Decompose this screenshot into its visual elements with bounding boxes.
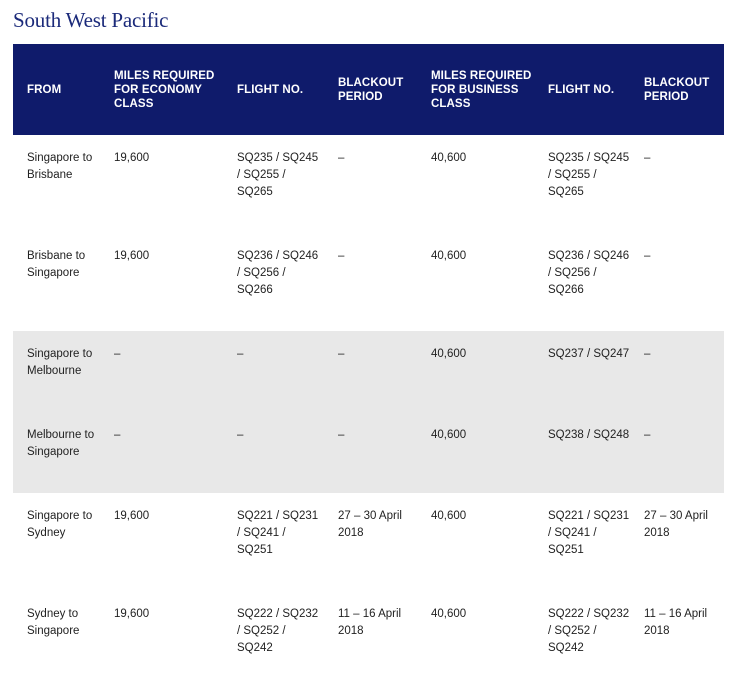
table-row — [13, 135, 724, 233]
cell-economy-blackout: – — [324, 135, 417, 233]
table-row — [13, 412, 724, 493]
cell-economy-flights: SQ221 / SQ231 / SQ241 / SQ251 — [223, 493, 324, 591]
header-economy-miles: MILES REQUIRED FOR ECONOMY CLASS — [100, 44, 223, 135]
header-row — [13, 44, 724, 135]
cell-business-flights: SQ235 / SQ245 / SQ255 / SQ265 — [534, 135, 630, 233]
cell-business-miles: 40,600 — [417, 412, 534, 493]
cell-from: Singapore to Melbourne — [13, 331, 100, 412]
cell-economy-flights: SQ236 / SQ246 / SQ256 / SQ266 — [223, 233, 324, 331]
cell-from: Singapore to Brisbane — [13, 135, 100, 233]
table-row — [13, 233, 724, 331]
cell-business-blackout: – — [630, 233, 724, 331]
header-economy-blackout: BLACKOUT PERIOD — [324, 44, 417, 135]
cell-business-blackout: – — [630, 331, 724, 412]
cell-from: Singapore to Sydney — [13, 493, 100, 591]
cell-from: Melbourne to Singapore — [13, 412, 100, 493]
cell-economy-blackout: – — [324, 233, 417, 331]
cell-economy-blackout: 27 – 30 April 2018 — [324, 493, 417, 591]
section-title: South West Pacific — [13, 8, 169, 32]
cell-business-blackout: 27 – 30 April 2018 — [630, 493, 724, 591]
cell-business-flights: SQ221 / SQ231 / SQ241 / SQ251 — [534, 493, 630, 591]
header-business-flight-no: FLIGHT NO. — [534, 44, 630, 135]
header-business-miles: MILES REQUIRED FOR BUSINESS CLASS — [417, 44, 534, 135]
cell-economy-miles: 19,600 — [100, 591, 223, 689]
cell-business-flights: SQ222 / SQ232 / SQ252 / SQ242 — [534, 591, 630, 689]
cell-economy-flights: – — [223, 331, 324, 412]
cell-economy-miles: – — [100, 412, 223, 493]
header-from: FROM — [13, 44, 100, 135]
cell-economy-flights: SQ222 / SQ232 / SQ252 / SQ242 — [223, 591, 324, 689]
header-economy-flight-no: FLIGHT NO. — [223, 44, 324, 135]
table-header — [13, 44, 724, 135]
table-row — [13, 331, 724, 412]
miles-redemption-table — [13, 44, 724, 689]
cell-business-miles: 40,600 — [417, 493, 534, 591]
cell-business-blackout: – — [630, 135, 724, 233]
cell-economy-blackout: 11 – 16 April 2018 — [324, 591, 417, 689]
cell-economy-flights: SQ235 / SQ245 / SQ255 / SQ265 — [223, 135, 324, 233]
cell-economy-miles: 19,600 — [100, 233, 223, 331]
cell-from: Brisbane to Singapore — [13, 233, 100, 331]
cell-from: Sydney to Singapore — [13, 591, 100, 689]
cell-business-miles: 40,600 — [417, 135, 534, 233]
table-body — [13, 135, 724, 689]
cell-economy-blackout: – — [324, 331, 417, 412]
cell-business-blackout: 11 – 16 April 2018 — [630, 591, 724, 689]
cell-business-miles: 40,600 — [417, 591, 534, 689]
header-business-blackout: BLACKOUT PERIOD — [630, 44, 724, 135]
cell-business-miles: 40,600 — [417, 331, 534, 412]
cell-business-miles: 40,600 — [417, 233, 534, 331]
cell-economy-miles: 19,600 — [100, 493, 223, 591]
cell-economy-miles: 19,600 — [100, 135, 223, 233]
cell-business-flights: SQ238 / SQ248 — [534, 412, 630, 493]
cell-business-blackout: – — [630, 412, 724, 493]
cell-business-flights: SQ237 / SQ247 — [534, 331, 630, 412]
cell-business-flights: SQ236 / SQ246 / SQ256 / SQ266 — [534, 233, 630, 331]
cell-economy-miles: – — [100, 331, 223, 412]
cell-economy-blackout: – — [324, 412, 417, 493]
table-row — [13, 493, 724, 591]
table-row — [13, 591, 724, 689]
cell-economy-flights: – — [223, 412, 324, 493]
